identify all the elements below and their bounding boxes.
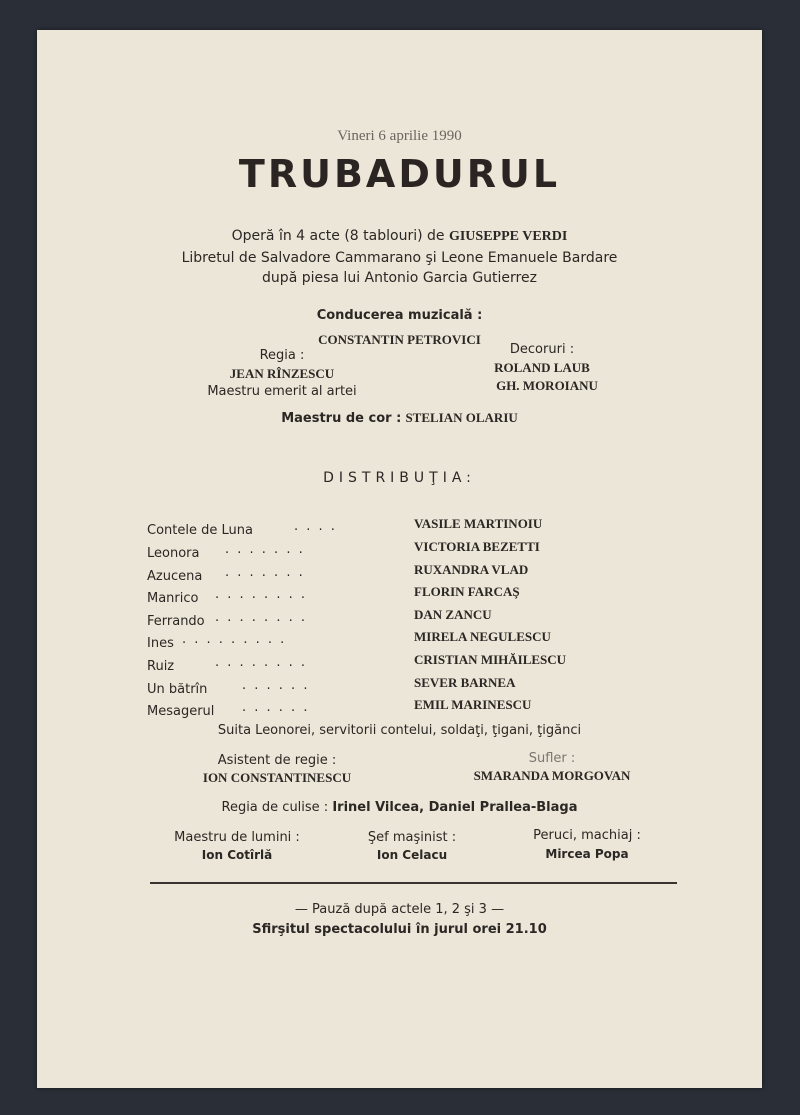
composer-name: GIUSEPPE VERDI xyxy=(448,229,568,244)
conductor-name: CONSTANTIN PETROVICI xyxy=(318,332,481,347)
backstage-names: Irinel Vilcea, Daniel Prallea-Blaga xyxy=(332,800,578,815)
cast-dots: . . . . . . xyxy=(242,700,310,715)
chorus-label: Maestru de cor : xyxy=(281,411,402,426)
lighting-name: Ion Cotîrlă xyxy=(201,848,273,862)
cast-dots: . . . . . . . . . xyxy=(182,632,287,647)
set-designer-2: GH. MOROIANU xyxy=(496,378,598,393)
cast-actor: FLORIN FARCAŞ xyxy=(414,584,520,599)
chorus-master-name: STELIAN OLARIU xyxy=(405,410,518,425)
sets-label: Decoruri : xyxy=(509,342,575,357)
cast-dots: . . . . . . xyxy=(242,678,310,693)
backstage-label: Regia de culise : xyxy=(221,800,329,815)
cast-role: Ines xyxy=(147,636,174,651)
direction-label: Regia : xyxy=(259,348,305,363)
cast-row xyxy=(147,655,174,674)
cast-row xyxy=(147,565,202,584)
cast-dots: . . . . . . . . xyxy=(215,610,307,625)
cast-row xyxy=(147,519,253,538)
opera-description: Operă în 4 acte (8 tablouri) de xyxy=(231,228,445,244)
cast-dots: . . . . xyxy=(294,519,337,534)
divider-line xyxy=(150,882,677,884)
cast-actor: VICTORIA BEZETTI xyxy=(414,539,540,554)
chorus-credit xyxy=(37,410,762,426)
cast-role: Leonora xyxy=(147,546,200,561)
cast-role: Ruiz xyxy=(147,659,175,674)
cast-actor: DAN ZANCU xyxy=(414,607,492,622)
backstage-credit xyxy=(37,800,762,815)
end-time-note: Sfirşitul spectacolului în jurul orei 21.10 xyxy=(252,922,547,937)
cast-row xyxy=(147,700,214,719)
program-sheet xyxy=(37,30,762,1088)
cast-dots: . . . . . . . xyxy=(225,542,305,557)
cast-actor: RUXANDRA VLAD xyxy=(414,562,529,577)
opera-subtitle xyxy=(37,228,762,245)
cast-role: Mesagerul xyxy=(147,704,215,719)
cast-row xyxy=(147,587,198,606)
cast-row xyxy=(147,632,174,651)
director-name: JEAN RÎNZESCU xyxy=(229,366,335,381)
cast-dots: . . . . . . . . xyxy=(215,587,307,602)
cast-actor: EMIL MARINESCU xyxy=(414,697,532,712)
makeup-label: Peruci, machiaj : xyxy=(533,828,641,843)
cast-row xyxy=(147,610,205,629)
makeup-name: Mircea Popa xyxy=(545,847,629,861)
cast-role: Ferrando xyxy=(147,614,205,629)
cast-dots: . . . . . . . xyxy=(225,565,305,580)
source-credit: după piesa lui Antonio Garcia Gutierrez xyxy=(262,270,537,286)
libretto-credit: Libretul de Salvadore Cammarano şi Leone Emanuele Bardare xyxy=(181,250,618,266)
set-designer-1: ROLAND LAUB xyxy=(494,360,590,375)
cast-dots: . . . . . . . . xyxy=(215,655,307,670)
distribution-heading: DISTRIBUŢIA: xyxy=(323,470,476,486)
performance-date: Vineri 6 aprilie 1990 xyxy=(337,128,462,144)
cast-role: Manrico xyxy=(147,591,199,606)
assistant-name: ION CONSTANTINESCU xyxy=(202,770,352,785)
cast-actor: CRISTIAN MIHĂILESCU xyxy=(414,652,567,667)
cast-role: Azucena xyxy=(147,569,203,584)
machinist-label: Şef maşinist : xyxy=(367,830,457,845)
cast-row xyxy=(147,678,207,697)
cast-actor: SEVER BARNEA xyxy=(414,675,516,690)
cast-role: Un bătrîn xyxy=(147,682,208,697)
cast-role: Contele de Luna xyxy=(147,523,253,538)
opera-title: TRUBADURUL xyxy=(238,152,561,196)
intermission-note: — Pauză după actele 1, 2 şi 3 — xyxy=(294,902,505,917)
lighting-label: Maestru de lumini : xyxy=(174,830,300,845)
cast-actor: VASILE MARTINOIU xyxy=(414,516,543,531)
prompter-name: SMARANDA MORGOVAN xyxy=(473,768,631,783)
conductor-label: Conducerea muzicală : xyxy=(316,308,483,323)
cast-actor: MIRELA NEGULESCU xyxy=(414,629,551,644)
prompter-label: Sufler : xyxy=(528,751,576,766)
chorus-suite: Suita Leonorei, servitorii contelui, soldaţi, ţigani, ţigănci xyxy=(217,723,582,738)
director-title: Maestru emerit al artei xyxy=(207,384,357,399)
assistant-label: Asistent de regie : xyxy=(217,753,337,768)
machinist-name: Ion Celacu xyxy=(376,848,448,862)
cast-row xyxy=(147,542,199,561)
